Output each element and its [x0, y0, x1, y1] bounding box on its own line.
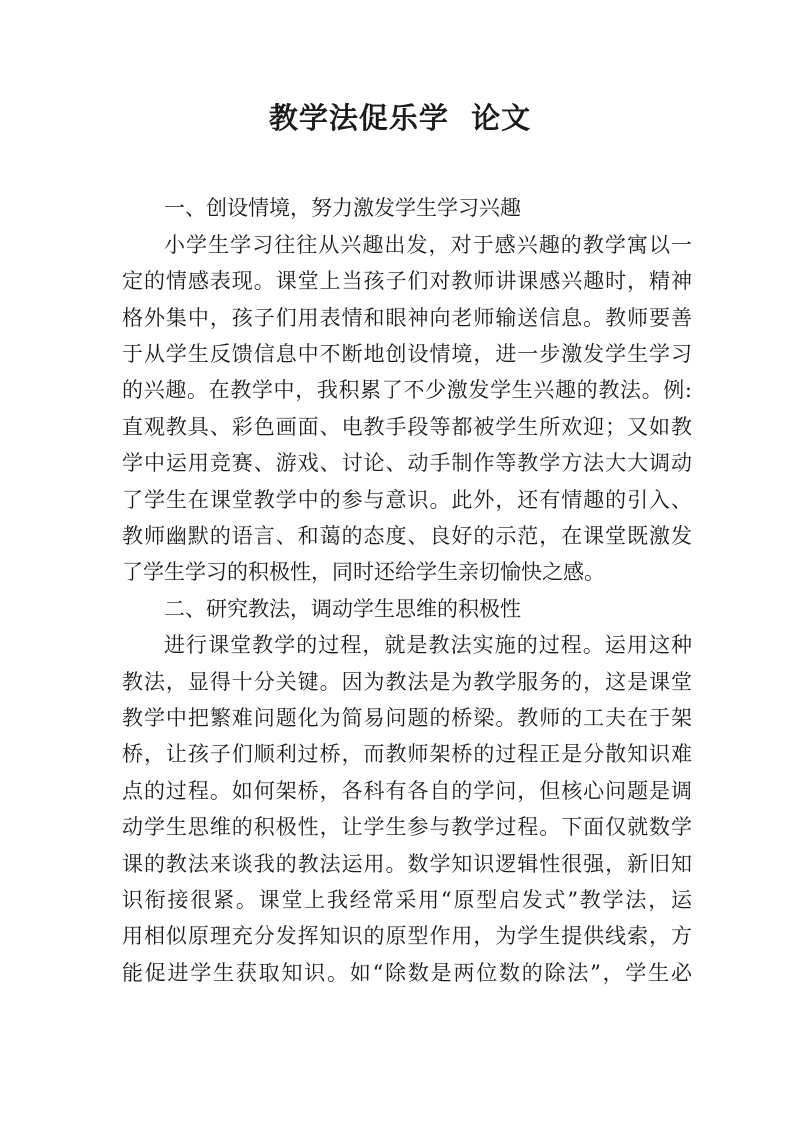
paragraph-line: 教师幽默的语言、和蔼的态度、良好的示范，在课堂既激发	[122, 524, 692, 548]
paragraph-line: 用相似原理充分发挥知识的原型作用，为学生提供线索，方	[122, 924, 692, 948]
paragraph-line: 教法，显得十分关键。因为教法是为教学服务的，这是课堂	[122, 670, 692, 694]
paragraph-line: 点的过程。如何架桥，各科有各自的学问，但核心问题是调	[122, 779, 692, 803]
paragraph-line: 教学中把繁难问题化为简易问题的桥梁。教师的工夫在于架	[122, 706, 692, 730]
paragraph-line: 的兴趣。在教学中，我积累了不少激发学生兴趣的教法。例:	[122, 378, 692, 402]
paragraph-line: 识衔接很紧。课堂上我经常采用“原型启发式”教学法，运	[122, 888, 692, 912]
paragraph-line: 定的情感表现。课堂上当孩子们对教师讲课感兴趣时，精神	[122, 269, 692, 293]
section-heading-2: 二、研究教法，调动学生思维的积极性	[164, 597, 521, 621]
section-heading-1: 一、创设情境，努力激发学生学习兴趣	[164, 196, 521, 220]
paragraph-line: 直观教具、彩色画面、电教手段等都被学生所欢迎；又如教	[122, 415, 692, 439]
paragraph-line: 动学生思维的积极性，让学生参与教学过程。下面仅就数学	[122, 815, 692, 839]
paragraph-line: 进行课堂教学的过程，就是教法实施的过程。运用这种	[164, 633, 692, 657]
paragraph-line: 学中运用竞赛、游戏、讨论、动手制作等教学方法大大调动	[122, 451, 692, 475]
paragraph-line: 能促进学生获取知识。如“除数是两位数的除法”，学生必	[122, 961, 692, 985]
paragraph-line: 课的教法来谈我的教法运用。数学知识逻辑性很强，新旧知	[122, 852, 692, 876]
paragraph-line: 格外集中，孩子们用表情和眼神向老师输送信息。教师要善	[122, 306, 692, 330]
paragraph-line: 于从学生反馈信息中不断地创设情境，进一步激发学生学习	[122, 342, 692, 366]
paragraph-line: 了学生在课堂教学中的参与意识。此外，还有情趣的引入、	[122, 488, 692, 512]
paragraph-line: 了学生学习的积极性，同时还给学生亲切愉快之感。	[122, 560, 605, 584]
document-title: 教学法促乐学 论文	[268, 101, 532, 135]
paragraph-line: 小学生学习往往从兴趣出发，对于感兴趣的教学寓以一	[164, 233, 692, 257]
paragraph-line: 桥，让孩子们顺利过桥，而教师架桥的过程正是分散知识难	[122, 742, 692, 766]
